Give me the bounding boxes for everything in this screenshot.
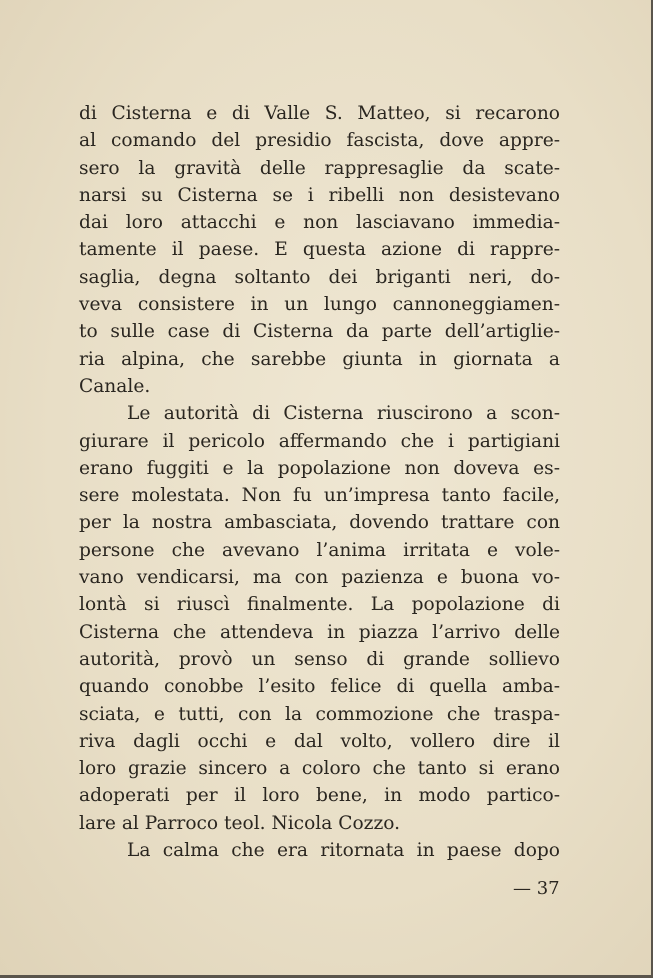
text-line: sere molestata. Non fu un’impresa tanto facile, — [79, 485, 560, 507]
text-line: per la nostra ambasciata, dovendo trattare con — [79, 512, 560, 534]
text-line: al comando del presidio fascista, dove appre- — [79, 130, 560, 152]
text-line: La calma che era ritornata in paese dopo — [127, 840, 560, 862]
text-line: loro grazie sincero a coloro che tanto si erano — [79, 758, 560, 780]
text-line: narsi su Cisterna se i ribelli non desistevano — [79, 184, 560, 206]
text-line: autorità, provò un senso di grande sollievo — [79, 648, 560, 670]
body-text — [79, 100, 560, 864]
text-line: vano vendicarsi, ma con pazienza e buona vo- — [79, 567, 560, 589]
text-line: di Cisterna e di Valle S. Matteo, si recarono — [79, 103, 560, 124]
text-line: sero la gravità delle rappresaglie da scate- — [79, 157, 560, 179]
text-line: Canale. — [79, 375, 151, 397]
text-line: sciata, e tutti, con la commozione che traspa- — [79, 703, 560, 725]
text-line: to sulle case di Cisterna da parte dell’artiglie- — [79, 321, 560, 343]
text-line: giurare il pericolo affermando che i partigiani — [79, 430, 560, 452]
text-line: Le autorità di Cisterna riuscirono a scon- — [127, 403, 560, 425]
text-line: lontà si riuscì finalmente. La popolazione di — [79, 594, 560, 616]
text-line: Cisterna che attendeva in piazza l’arrivo delle — [79, 621, 560, 643]
text-line: persone che avevano l’anima irritata e vole- — [79, 539, 560, 561]
text-line: riva dagli occhi e dal volto, vollero dire il — [79, 730, 560, 752]
text-line: saglia, degna soltanto dei briganti neri, do- — [79, 266, 560, 288]
text-line: lare al Parroco teol. Nicola Cozzo. — [79, 812, 401, 834]
text-line: ria alpina, che sarebbe giunta in giornata a — [79, 348, 560, 370]
text-line: erano fuggiti e la popolazione non doveva es- — [79, 457, 560, 479]
text-line: tamente il paese. E questa azione di rappre- — [79, 239, 560, 261]
text-line: dai loro attacchi e non lasciavano immedia- — [79, 212, 560, 234]
page-number: — 37 — [513, 878, 560, 899]
text-line: quando conobbe l’esito felice di quella amba- — [79, 676, 560, 698]
text-line: veva consistere in un lungo cannoneggiamen- — [79, 294, 560, 316]
text-line: adoperati per il loro bene, in modo partico- — [79, 785, 560, 807]
